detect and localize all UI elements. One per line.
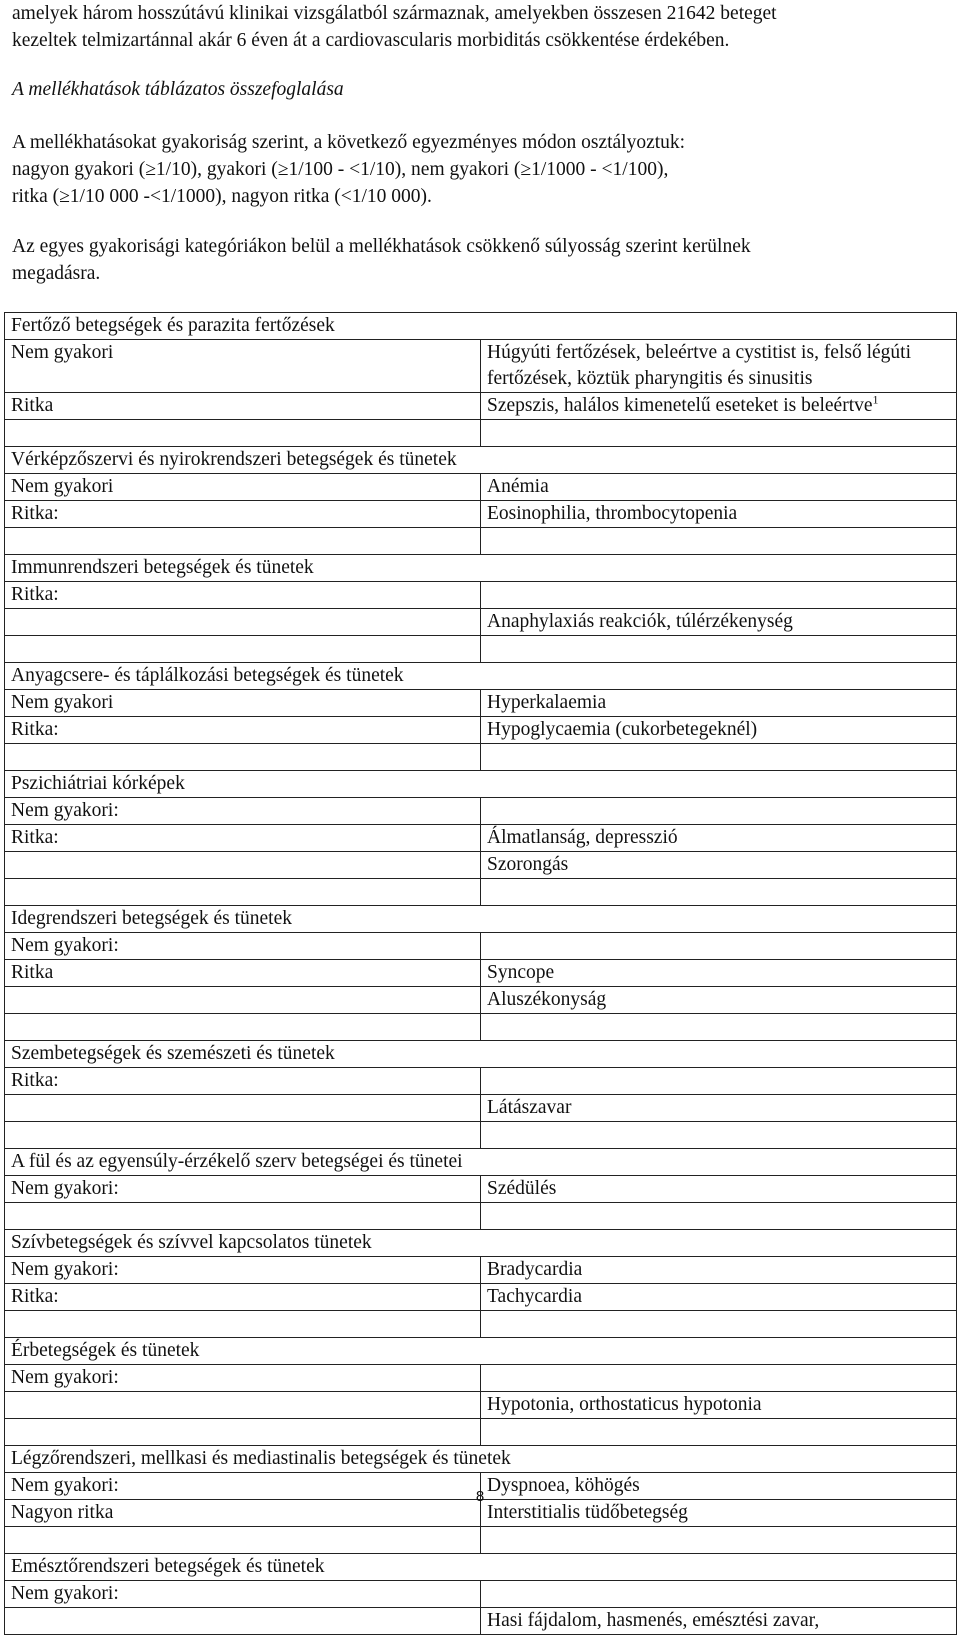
table-row — [5, 474, 957, 501]
reaction-text: Szorongás — [487, 854, 569, 875]
reaction-text: Hyperkalaemia — [487, 692, 607, 713]
frequency-cell: Nem gyakori: — [5, 1581, 481, 1608]
section-title-row — [5, 313, 957, 340]
spacer-row — [5, 636, 957, 663]
empty-cell — [5, 1527, 481, 1554]
empty-cell — [5, 879, 481, 906]
reaction-cell — [481, 798, 957, 825]
reaction-cell — [481, 825, 957, 852]
spacer-row — [5, 420, 957, 447]
reaction-cell — [481, 609, 957, 636]
frequency-cell: Ritka: — [5, 717, 481, 744]
frequency-cell: Ritka: — [5, 501, 481, 528]
reaction-text: Aluszékonyság — [487, 989, 607, 1010]
frequency-cell — [5, 1095, 481, 1122]
table-row — [5, 582, 957, 609]
frequency-cell: Ritka: — [5, 1284, 481, 1311]
empty-cell — [5, 1311, 481, 1338]
reaction-text: Dyspnoea, köhögés — [487, 1475, 640, 1496]
section-title: Idegrendszeri betegségek és tünetek — [5, 906, 957, 933]
table-row — [5, 798, 957, 825]
reaction-cell — [481, 393, 957, 420]
spacer-row — [5, 1419, 957, 1446]
frequency-cell: Nagyon ritka — [5, 1500, 481, 1527]
empty-cell — [5, 528, 481, 555]
frequency-cell — [5, 1608, 481, 1635]
empty-cell — [5, 1122, 481, 1149]
section-title-row — [5, 555, 957, 582]
reaction-text: Tachycardia — [487, 1286, 582, 1307]
table-row — [5, 717, 957, 744]
reaction-cell — [481, 852, 957, 879]
reaction-cell — [481, 582, 957, 609]
reaction-cell — [481, 1095, 957, 1122]
intro-line-2: kezeltek telmizartánnal akár 6 éven át a cardiovascularis morbiditás csökkentése érdekében. — [12, 30, 730, 51]
severity-line-1: Az egyes gyakorisági kategóriákon belül a mellékhatások csökkenő súlyosság szerint kerülnek — [12, 236, 751, 257]
intro-line-1: amelyek három hosszútávú klinikai vizsgálatból származnak, amelyekben összesen 21642 beteget — [12, 3, 777, 24]
intro-paragraph — [12, 0, 942, 54]
reaction-cell — [481, 960, 957, 987]
empty-cell — [481, 744, 957, 771]
frequency-cell — [5, 852, 481, 879]
frequency-cell: Nem gyakori — [5, 340, 481, 393]
frequency-cell: Nem gyakori: — [5, 1473, 481, 1500]
section-title-row — [5, 1041, 957, 1068]
frequency-line-3: ritka (≥1/10 000 -<1/1000), nagyon ritka (<1/10 000). — [12, 186, 432, 207]
frequency-cell: Ritka: — [5, 825, 481, 852]
table-row — [5, 690, 957, 717]
empty-cell — [5, 744, 481, 771]
reaction-cell — [481, 690, 957, 717]
frequency-cell: Ritka — [5, 393, 481, 420]
empty-cell — [481, 1122, 957, 1149]
table-row — [5, 340, 957, 393]
frequency-cell: Nem gyakori — [5, 690, 481, 717]
frequency-cell: Nem gyakori: — [5, 1365, 481, 1392]
table-row — [5, 1257, 957, 1284]
reaction-cell — [481, 1608, 957, 1635]
spacer-row — [5, 744, 957, 771]
empty-cell — [481, 1419, 957, 1446]
empty-cell — [481, 528, 957, 555]
spacer-row — [5, 1203, 957, 1230]
frequency-cell: Nem gyakori: — [5, 1176, 481, 1203]
spacer-row — [5, 1122, 957, 1149]
frequency-cell: Nem gyakori — [5, 474, 481, 501]
frequency-line-1: A mellékhatásokat gyakoriság szerint, a következő egyezményes módon osztályoztuk: — [12, 132, 686, 153]
frequency-cell: Ritka: — [5, 1068, 481, 1095]
reaction-cell — [481, 474, 957, 501]
section-title-row — [5, 1338, 957, 1365]
spacer-row — [5, 528, 957, 555]
empty-cell — [481, 1311, 957, 1338]
reaction-text: Látászavar — [487, 1097, 572, 1118]
section-title-row — [5, 906, 957, 933]
reaction-text: Interstitialis tüdőbetegség — [487, 1502, 688, 1523]
section-heading: A mellékhatások táblázatos összefoglalása — [12, 79, 344, 100]
table-row — [5, 1365, 957, 1392]
severity-paragraph — [12, 233, 942, 287]
table-row — [5, 1284, 957, 1311]
section-title-row — [5, 447, 957, 474]
reaction-cell — [481, 1581, 957, 1608]
table-row — [5, 933, 957, 960]
frequency-cell — [5, 987, 481, 1014]
reaction-text: Anaphylaxiás reakciók, túlérzékenység — [487, 611, 793, 632]
empty-cell — [481, 1014, 957, 1041]
reaction-text: Hasi fájdalom, hasmenés, emésztési zavar, — [487, 1610, 820, 1631]
section-title: Légzőrendszeri, mellkasi és mediastinalis betegségek és tünetek — [5, 1446, 957, 1473]
reaction-text: Húgyúti fertőzések, beleértve a cystitist is, felső légúti fertőzések, köztük pharyngitis és sinusitis — [487, 342, 912, 389]
frequency-cell: Ritka: — [5, 582, 481, 609]
table-row — [5, 501, 957, 528]
frequency-cell: Nem gyakori: — [5, 933, 481, 960]
section-title-row — [5, 1554, 957, 1581]
reaction-text: Bradycardia — [487, 1259, 583, 1280]
reaction-cell — [481, 1365, 957, 1392]
section-title: Érbetegségek és tünetek — [5, 1338, 957, 1365]
empty-cell — [481, 636, 957, 663]
reaction-text: Szepszis, halálos kimenetelű eseteket is beleértve — [487, 395, 873, 416]
reaction-text: Anémia — [487, 476, 549, 497]
table-row — [5, 1068, 957, 1095]
table-row — [5, 393, 957, 420]
spacer-row — [5, 1527, 957, 1554]
reaction-text: Eosinophilia, thrombocytopenia — [487, 503, 738, 524]
reaction-text: Syncope — [487, 962, 555, 983]
section-title-row — [5, 1230, 957, 1257]
section-title-row — [5, 663, 957, 690]
section-title: A fül és az egyensúly-érzékelő szerv betegségei és tünetei — [5, 1149, 957, 1176]
section-title: Vérképzőszervi és nyirokrendszeri betegségek és tünetek — [5, 447, 957, 474]
reaction-cell — [481, 1392, 957, 1419]
spacer-row — [5, 879, 957, 906]
section-title: Emésztőrendszeri betegségek és tünetek — [5, 1554, 957, 1581]
section-title: Anyagcsere- és táplálkozási betegségek és tünetek — [5, 663, 957, 690]
section-title: Immunrendszeri betegségek és tünetek — [5, 555, 957, 582]
table-row — [5, 987, 957, 1014]
reaction-cell — [481, 1257, 957, 1284]
reaction-cell — [481, 501, 957, 528]
table-row — [5, 1608, 957, 1635]
frequency-cell — [5, 609, 481, 636]
reaction-cell — [481, 340, 957, 393]
empty-cell — [5, 1419, 481, 1446]
table-row — [5, 1176, 957, 1203]
empty-cell — [5, 636, 481, 663]
spacer-row — [5, 1311, 957, 1338]
severity-line-2: megadásra. — [12, 263, 101, 284]
adverse-reactions-table — [4, 312, 957, 1635]
reaction-text: Álmatlanság, depresszió — [487, 827, 678, 848]
frequency-cell: Nem gyakori: — [5, 798, 481, 825]
table-row — [5, 1392, 957, 1419]
empty-cell — [5, 420, 481, 447]
frequency-paragraph — [12, 129, 942, 210]
section-title-row — [5, 1446, 957, 1473]
reaction-cell — [481, 987, 957, 1014]
reaction-cell — [481, 1284, 957, 1311]
frequency-line-2: nagyon gyakori (≥1/10), gyakori (≥1/100 - <1/10), nem gyakori (≥1/1000 - <1/100), — [12, 159, 669, 180]
reaction-text: Hypotonia, orthostaticus hypotonia — [487, 1394, 762, 1415]
page-number: 8 — [475, 1488, 485, 1505]
empty-cell — [481, 1203, 957, 1230]
section-title-row — [5, 1149, 957, 1176]
section-title: Pszichiátriai kórképek — [5, 771, 957, 798]
section-title: Fertőző betegségek és parazita fertőzések — [5, 313, 957, 340]
table-row — [5, 1581, 957, 1608]
table-row — [5, 1095, 957, 1122]
empty-cell — [5, 1203, 481, 1230]
table-row — [5, 825, 957, 852]
footnote-marker: 1 — [872, 392, 879, 407]
frequency-cell — [5, 1392, 481, 1419]
section-title: Szembetegségek és szemészeti és tünetek — [5, 1041, 957, 1068]
empty-cell — [481, 1527, 957, 1554]
empty-cell — [5, 1014, 481, 1041]
reaction-text: Hypoglycaemia (cukorbetegeknél) — [487, 719, 758, 740]
table-row — [5, 960, 957, 987]
reaction-text: Szédülés — [487, 1178, 557, 1199]
empty-cell — [481, 420, 957, 447]
reaction-cell — [481, 1068, 957, 1095]
section-title-row — [5, 771, 957, 798]
reaction-cell — [481, 933, 957, 960]
table-row — [5, 609, 957, 636]
table-row — [5, 852, 957, 879]
empty-cell — [481, 879, 957, 906]
reaction-cell — [481, 1176, 957, 1203]
frequency-cell: Nem gyakori: — [5, 1257, 481, 1284]
frequency-cell: Ritka — [5, 960, 481, 987]
spacer-row — [5, 1014, 957, 1041]
section-title: Szívbetegségek és szívvel kapcsolatos tünetek — [5, 1230, 957, 1257]
reaction-cell — [481, 717, 957, 744]
